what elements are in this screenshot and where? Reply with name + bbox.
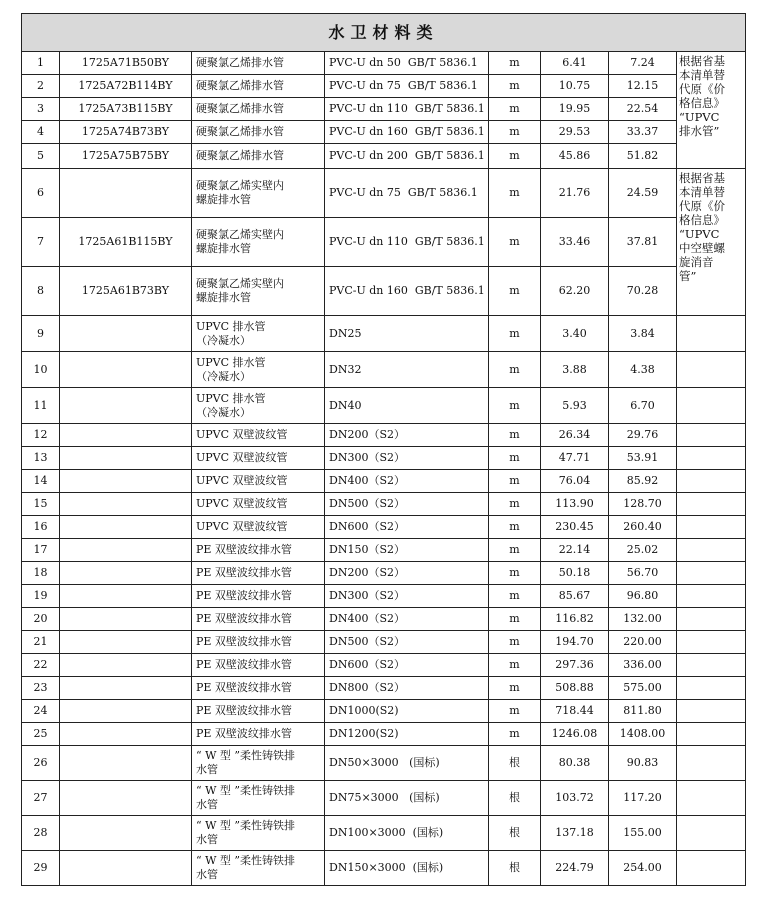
item-code: 1725A74B73BY xyxy=(60,121,192,144)
item-name: 硬聚氯乙烯实壁内 螺旋排水管 xyxy=(192,218,325,267)
item-spec: PVC-U dn 75 GB/T 5836.1 xyxy=(325,75,489,98)
item-name: 硬聚氯乙烯实壁内 螺旋排水管 xyxy=(192,169,325,218)
item-code xyxy=(60,654,192,677)
item-name: PE 双壁波纹排水管 xyxy=(192,723,325,746)
price-1: 50.18 xyxy=(541,562,609,585)
price-2: 53.91 xyxy=(609,447,677,470)
item-name: 硬聚氯乙烯实壁内 螺旋排水管 xyxy=(192,267,325,316)
price-1: 76.04 xyxy=(541,470,609,493)
price-2: 1408.00 xyxy=(609,723,677,746)
price-2: 6.70 xyxy=(609,388,677,424)
table-row xyxy=(22,723,746,746)
remark-cell xyxy=(677,851,746,886)
item-name: UPVC 双壁波纹管 xyxy=(192,516,325,539)
item-spec: DN100×3000 (国标) xyxy=(325,816,489,851)
row-number: 23 xyxy=(22,677,60,700)
price-1: 508.88 xyxy=(541,677,609,700)
remark-note-upvc: 根据省基 本清单替 代原《价 格信息》 “UPVC 排水管” xyxy=(677,52,746,169)
price-1: 45.86 xyxy=(541,144,609,169)
price-1: 3.88 xyxy=(541,352,609,388)
price-2: 220.00 xyxy=(609,631,677,654)
item-name: UPVC 排水管 （冷凝水） xyxy=(192,352,325,388)
price-2: 336.00 xyxy=(609,654,677,677)
row-number: 3 xyxy=(22,98,60,121)
price-1: 10.75 xyxy=(541,75,609,98)
item-name: UPVC 排水管 （冷凝水） xyxy=(192,316,325,352)
remark-cell xyxy=(677,746,746,781)
item-unit: m xyxy=(489,654,541,677)
price-2: 37.81 xyxy=(609,218,677,267)
remark-cell xyxy=(677,608,746,631)
price-2: 260.40 xyxy=(609,516,677,539)
item-code xyxy=(60,608,192,631)
table-row xyxy=(22,169,746,218)
item-spec: DN1000(S2) xyxy=(325,700,489,723)
price-2: 117.20 xyxy=(609,781,677,816)
item-unit: m xyxy=(489,677,541,700)
item-unit: m xyxy=(489,723,541,746)
price-2: 254.00 xyxy=(609,851,677,886)
row-number: 19 xyxy=(22,585,60,608)
row-number: 13 xyxy=(22,447,60,470)
item-name: 硬聚氯乙烯排水管 xyxy=(192,52,325,75)
item-unit: m xyxy=(489,470,541,493)
item-spec: DN600（S2） xyxy=(325,654,489,677)
item-spec: DN400（S2） xyxy=(325,608,489,631)
row-number: 4 xyxy=(22,121,60,144)
row-number: 25 xyxy=(22,723,60,746)
row-number: 16 xyxy=(22,516,60,539)
table-row xyxy=(22,677,746,700)
row-number: 10 xyxy=(22,352,60,388)
price-1: 19.95 xyxy=(541,98,609,121)
item-name: UPVC 双壁波纹管 xyxy=(192,424,325,447)
price-1: 29.53 xyxy=(541,121,609,144)
item-unit: m xyxy=(489,352,541,388)
row-number: 11 xyxy=(22,388,60,424)
item-unit: m xyxy=(489,169,541,218)
row-number: 20 xyxy=(22,608,60,631)
remark-cell xyxy=(677,493,746,516)
item-spec: DN600（S2） xyxy=(325,516,489,539)
item-spec: DN150×3000 (国标) xyxy=(325,851,489,886)
price-1: 116.82 xyxy=(541,608,609,631)
item-code xyxy=(60,470,192,493)
price-1: 137.18 xyxy=(541,816,609,851)
item-code xyxy=(60,816,192,851)
item-unit: m xyxy=(489,121,541,144)
item-code xyxy=(60,562,192,585)
materials-table xyxy=(21,13,746,886)
price-1: 6.41 xyxy=(541,52,609,75)
price-2: 33.37 xyxy=(609,121,677,144)
item-code xyxy=(60,585,192,608)
item-spec: DN150（S2） xyxy=(325,539,489,562)
item-spec: PVC-U dn 110 GB/T 5836.1 xyxy=(325,218,489,267)
price-2: 56.70 xyxy=(609,562,677,585)
price-2: 70.28 xyxy=(609,267,677,316)
table-row xyxy=(22,493,746,516)
item-unit: 根 xyxy=(489,851,541,886)
remark-cell xyxy=(677,316,746,352)
item-spec: DN40 xyxy=(325,388,489,424)
table-row xyxy=(22,654,746,677)
item-unit: m xyxy=(489,539,541,562)
item-code xyxy=(60,677,192,700)
remark-cell xyxy=(677,352,746,388)
item-code xyxy=(60,723,192,746)
item-spec: DN200（S2） xyxy=(325,562,489,585)
table-row xyxy=(22,316,746,352)
item-spec: DN200（S2） xyxy=(325,424,489,447)
price-1: 103.72 xyxy=(541,781,609,816)
item-spec: DN500（S2） xyxy=(325,493,489,516)
row-number: 9 xyxy=(22,316,60,352)
item-name: 硬聚氯乙烯排水管 xyxy=(192,75,325,98)
price-1: 47.71 xyxy=(541,447,609,470)
item-code xyxy=(60,851,192,886)
price-1: 5.93 xyxy=(541,388,609,424)
price-2: 51.82 xyxy=(609,144,677,169)
table-row xyxy=(22,352,746,388)
item-unit: m xyxy=(489,562,541,585)
price-1: 3.40 xyxy=(541,316,609,352)
item-unit: m xyxy=(489,316,541,352)
item-name: PE 双壁波纹排水管 xyxy=(192,677,325,700)
item-name: UPVC 双壁波纹管 xyxy=(192,493,325,516)
table-row xyxy=(22,746,746,781)
item-spec: PVC-U dn 75 GB/T 5836.1 xyxy=(325,169,489,218)
price-2: 3.84 xyxy=(609,316,677,352)
item-name: PE 双壁波纹排水管 xyxy=(192,608,325,631)
price-1: 718.44 xyxy=(541,700,609,723)
row-number: 24 xyxy=(22,700,60,723)
table-row xyxy=(22,121,746,144)
table-row xyxy=(22,851,746,886)
item-code: 1725A73B115BY xyxy=(60,98,192,121)
item-spec: DN50×3000 (国标) xyxy=(325,746,489,781)
item-spec: DN1200(S2) xyxy=(325,723,489,746)
price-1: 80.38 xyxy=(541,746,609,781)
price-2: 7.24 xyxy=(609,52,677,75)
item-name: “ W 型 ”柔性铸铁排 水管 xyxy=(192,746,325,781)
item-spec: DN300（S2） xyxy=(325,447,489,470)
item-unit: m xyxy=(489,424,541,447)
price-1: 297.36 xyxy=(541,654,609,677)
item-name: 硬聚氯乙烯排水管 xyxy=(192,144,325,169)
price-2: 29.76 xyxy=(609,424,677,447)
item-unit: m xyxy=(489,388,541,424)
remark-cell xyxy=(677,631,746,654)
item-unit: m xyxy=(489,52,541,75)
table-row xyxy=(22,98,746,121)
row-number: 29 xyxy=(22,851,60,886)
item-code: 1725A72B114BY xyxy=(60,75,192,98)
item-name: PE 双壁波纹排水管 xyxy=(192,654,325,677)
price-2: 575.00 xyxy=(609,677,677,700)
table-title: 水卫材料类 xyxy=(22,14,746,52)
remark-cell xyxy=(677,447,746,470)
item-spec: DN75×3000 (国标) xyxy=(325,781,489,816)
table-row xyxy=(22,447,746,470)
item-name: PE 双壁波纹排水管 xyxy=(192,700,325,723)
row-number: 7 xyxy=(22,218,60,267)
item-code xyxy=(60,169,192,218)
item-unit: m xyxy=(489,516,541,539)
table-row xyxy=(22,539,746,562)
item-name: UPVC 排水管 （冷凝水） xyxy=(192,388,325,424)
price-1: 194.70 xyxy=(541,631,609,654)
item-unit: m xyxy=(489,700,541,723)
item-spec: DN800（S2） xyxy=(325,677,489,700)
remark-cell xyxy=(677,781,746,816)
price-1: 224.79 xyxy=(541,851,609,886)
table-row xyxy=(22,781,746,816)
price-2: 811.80 xyxy=(609,700,677,723)
item-code xyxy=(60,493,192,516)
item-unit: m xyxy=(489,447,541,470)
table-row xyxy=(22,144,746,169)
row-number: 22 xyxy=(22,654,60,677)
item-name: PE 双壁波纹排水管 xyxy=(192,539,325,562)
price-2: 90.83 xyxy=(609,746,677,781)
item-code xyxy=(60,352,192,388)
price-2: 24.59 xyxy=(609,169,677,218)
item-unit: m xyxy=(489,75,541,98)
item-code xyxy=(60,539,192,562)
price-1: 26.34 xyxy=(541,424,609,447)
remark-cell xyxy=(677,700,746,723)
price-1: 21.76 xyxy=(541,169,609,218)
table-row xyxy=(22,631,746,654)
remark-cell xyxy=(677,388,746,424)
table-row xyxy=(22,75,746,98)
price-1: 22.14 xyxy=(541,539,609,562)
row-number: 1 xyxy=(22,52,60,75)
table-row xyxy=(22,470,746,493)
item-unit: 根 xyxy=(489,781,541,816)
table-row xyxy=(22,388,746,424)
item-unit: m xyxy=(489,585,541,608)
item-unit: m xyxy=(489,218,541,267)
table-row xyxy=(22,218,746,267)
remark-cell xyxy=(677,585,746,608)
item-code xyxy=(60,388,192,424)
item-name: 硬聚氯乙烯排水管 xyxy=(192,121,325,144)
price-2: 96.80 xyxy=(609,585,677,608)
row-number: 12 xyxy=(22,424,60,447)
item-code xyxy=(60,700,192,723)
row-number: 27 xyxy=(22,781,60,816)
row-number: 14 xyxy=(22,470,60,493)
item-code xyxy=(60,447,192,470)
remark-cell xyxy=(677,677,746,700)
table-row xyxy=(22,424,746,447)
remark-cell xyxy=(677,470,746,493)
row-number: 18 xyxy=(22,562,60,585)
item-code xyxy=(60,316,192,352)
table-row xyxy=(22,585,746,608)
remark-cell xyxy=(677,424,746,447)
item-name: PE 双壁波纹排水管 xyxy=(192,562,325,585)
item-code xyxy=(60,631,192,654)
price-1: 113.90 xyxy=(541,493,609,516)
item-name: UPVC 双壁波纹管 xyxy=(192,470,325,493)
item-name: “ W 型 ”柔性铸铁排 水管 xyxy=(192,816,325,851)
price-2: 4.38 xyxy=(609,352,677,388)
item-spec: DN32 xyxy=(325,352,489,388)
item-spec: DN300（S2） xyxy=(325,585,489,608)
row-number: 17 xyxy=(22,539,60,562)
row-number: 26 xyxy=(22,746,60,781)
row-number: 5 xyxy=(22,144,60,169)
item-spec: DN25 xyxy=(325,316,489,352)
remark-cell xyxy=(677,562,746,585)
price-2: 128.70 xyxy=(609,493,677,516)
price-2: 12.15 xyxy=(609,75,677,98)
item-code xyxy=(60,424,192,447)
price-1: 230.45 xyxy=(541,516,609,539)
row-number: 28 xyxy=(22,816,60,851)
remark-cell xyxy=(677,816,746,851)
item-unit: m xyxy=(489,144,541,169)
item-code: 1725A75B75BY xyxy=(60,144,192,169)
item-name: “ W 型 ”柔性铸铁排 水管 xyxy=(192,781,325,816)
price-1: 62.20 xyxy=(541,267,609,316)
price-2: 85.92 xyxy=(609,470,677,493)
price-2: 25.02 xyxy=(609,539,677,562)
item-unit: 根 xyxy=(489,746,541,781)
price-2: 132.00 xyxy=(609,608,677,631)
remark-cell xyxy=(677,723,746,746)
price-2: 22.54 xyxy=(609,98,677,121)
item-name: UPVC 双壁波纹管 xyxy=(192,447,325,470)
table-row xyxy=(22,816,746,851)
item-spec: DN400（S2） xyxy=(325,470,489,493)
table-row xyxy=(22,267,746,316)
row-number: 21 xyxy=(22,631,60,654)
item-unit: m xyxy=(489,493,541,516)
item-unit: m xyxy=(489,631,541,654)
item-spec: PVC-U dn 160 GB/T 5836.1 xyxy=(325,267,489,316)
item-code: 1725A61B115BY xyxy=(60,218,192,267)
item-unit: m xyxy=(489,267,541,316)
item-name: 硬聚氯乙烯排水管 xyxy=(192,98,325,121)
item-spec: PVC-U dn 110 GB/T 5836.1 xyxy=(325,98,489,121)
item-name: PE 双壁波纹排水管 xyxy=(192,631,325,654)
item-unit: m xyxy=(489,98,541,121)
item-name: “ W 型 ”柔性铸铁排 水管 xyxy=(192,851,325,886)
item-name: PE 双壁波纹排水管 xyxy=(192,585,325,608)
item-code: 1725A61B73BY xyxy=(60,267,192,316)
item-code xyxy=(60,746,192,781)
price-1: 85.67 xyxy=(541,585,609,608)
item-spec: PVC-U dn 50 GB/T 5836.1 xyxy=(325,52,489,75)
table-row xyxy=(22,700,746,723)
item-spec: PVC-U dn 160 GB/T 5836.1 xyxy=(325,121,489,144)
table-row xyxy=(22,562,746,585)
item-code: 1725A71B50BY xyxy=(60,52,192,75)
row-number: 15 xyxy=(22,493,60,516)
row-number: 8 xyxy=(22,267,60,316)
table-row xyxy=(22,516,746,539)
item-unit: m xyxy=(489,608,541,631)
table-row xyxy=(22,52,746,75)
remark-cell xyxy=(677,539,746,562)
item-code xyxy=(60,781,192,816)
price-1: 1246.08 xyxy=(541,723,609,746)
remark-note-spiral: 根据省基 本清单替 代原《价 格信息》 “UPVC 中空壁螺 旋消音 管” xyxy=(677,169,746,316)
remark-cell xyxy=(677,654,746,677)
table-row xyxy=(22,608,746,631)
row-number: 2 xyxy=(22,75,60,98)
item-spec: DN500（S2） xyxy=(325,631,489,654)
price-1: 33.46 xyxy=(541,218,609,267)
item-code xyxy=(60,516,192,539)
price-2: 155.00 xyxy=(609,816,677,851)
item-unit: 根 xyxy=(489,816,541,851)
row-number: 6 xyxy=(22,169,60,218)
remark-cell xyxy=(677,516,746,539)
item-spec: PVC-U dn 200 GB/T 5836.1 xyxy=(325,144,489,169)
